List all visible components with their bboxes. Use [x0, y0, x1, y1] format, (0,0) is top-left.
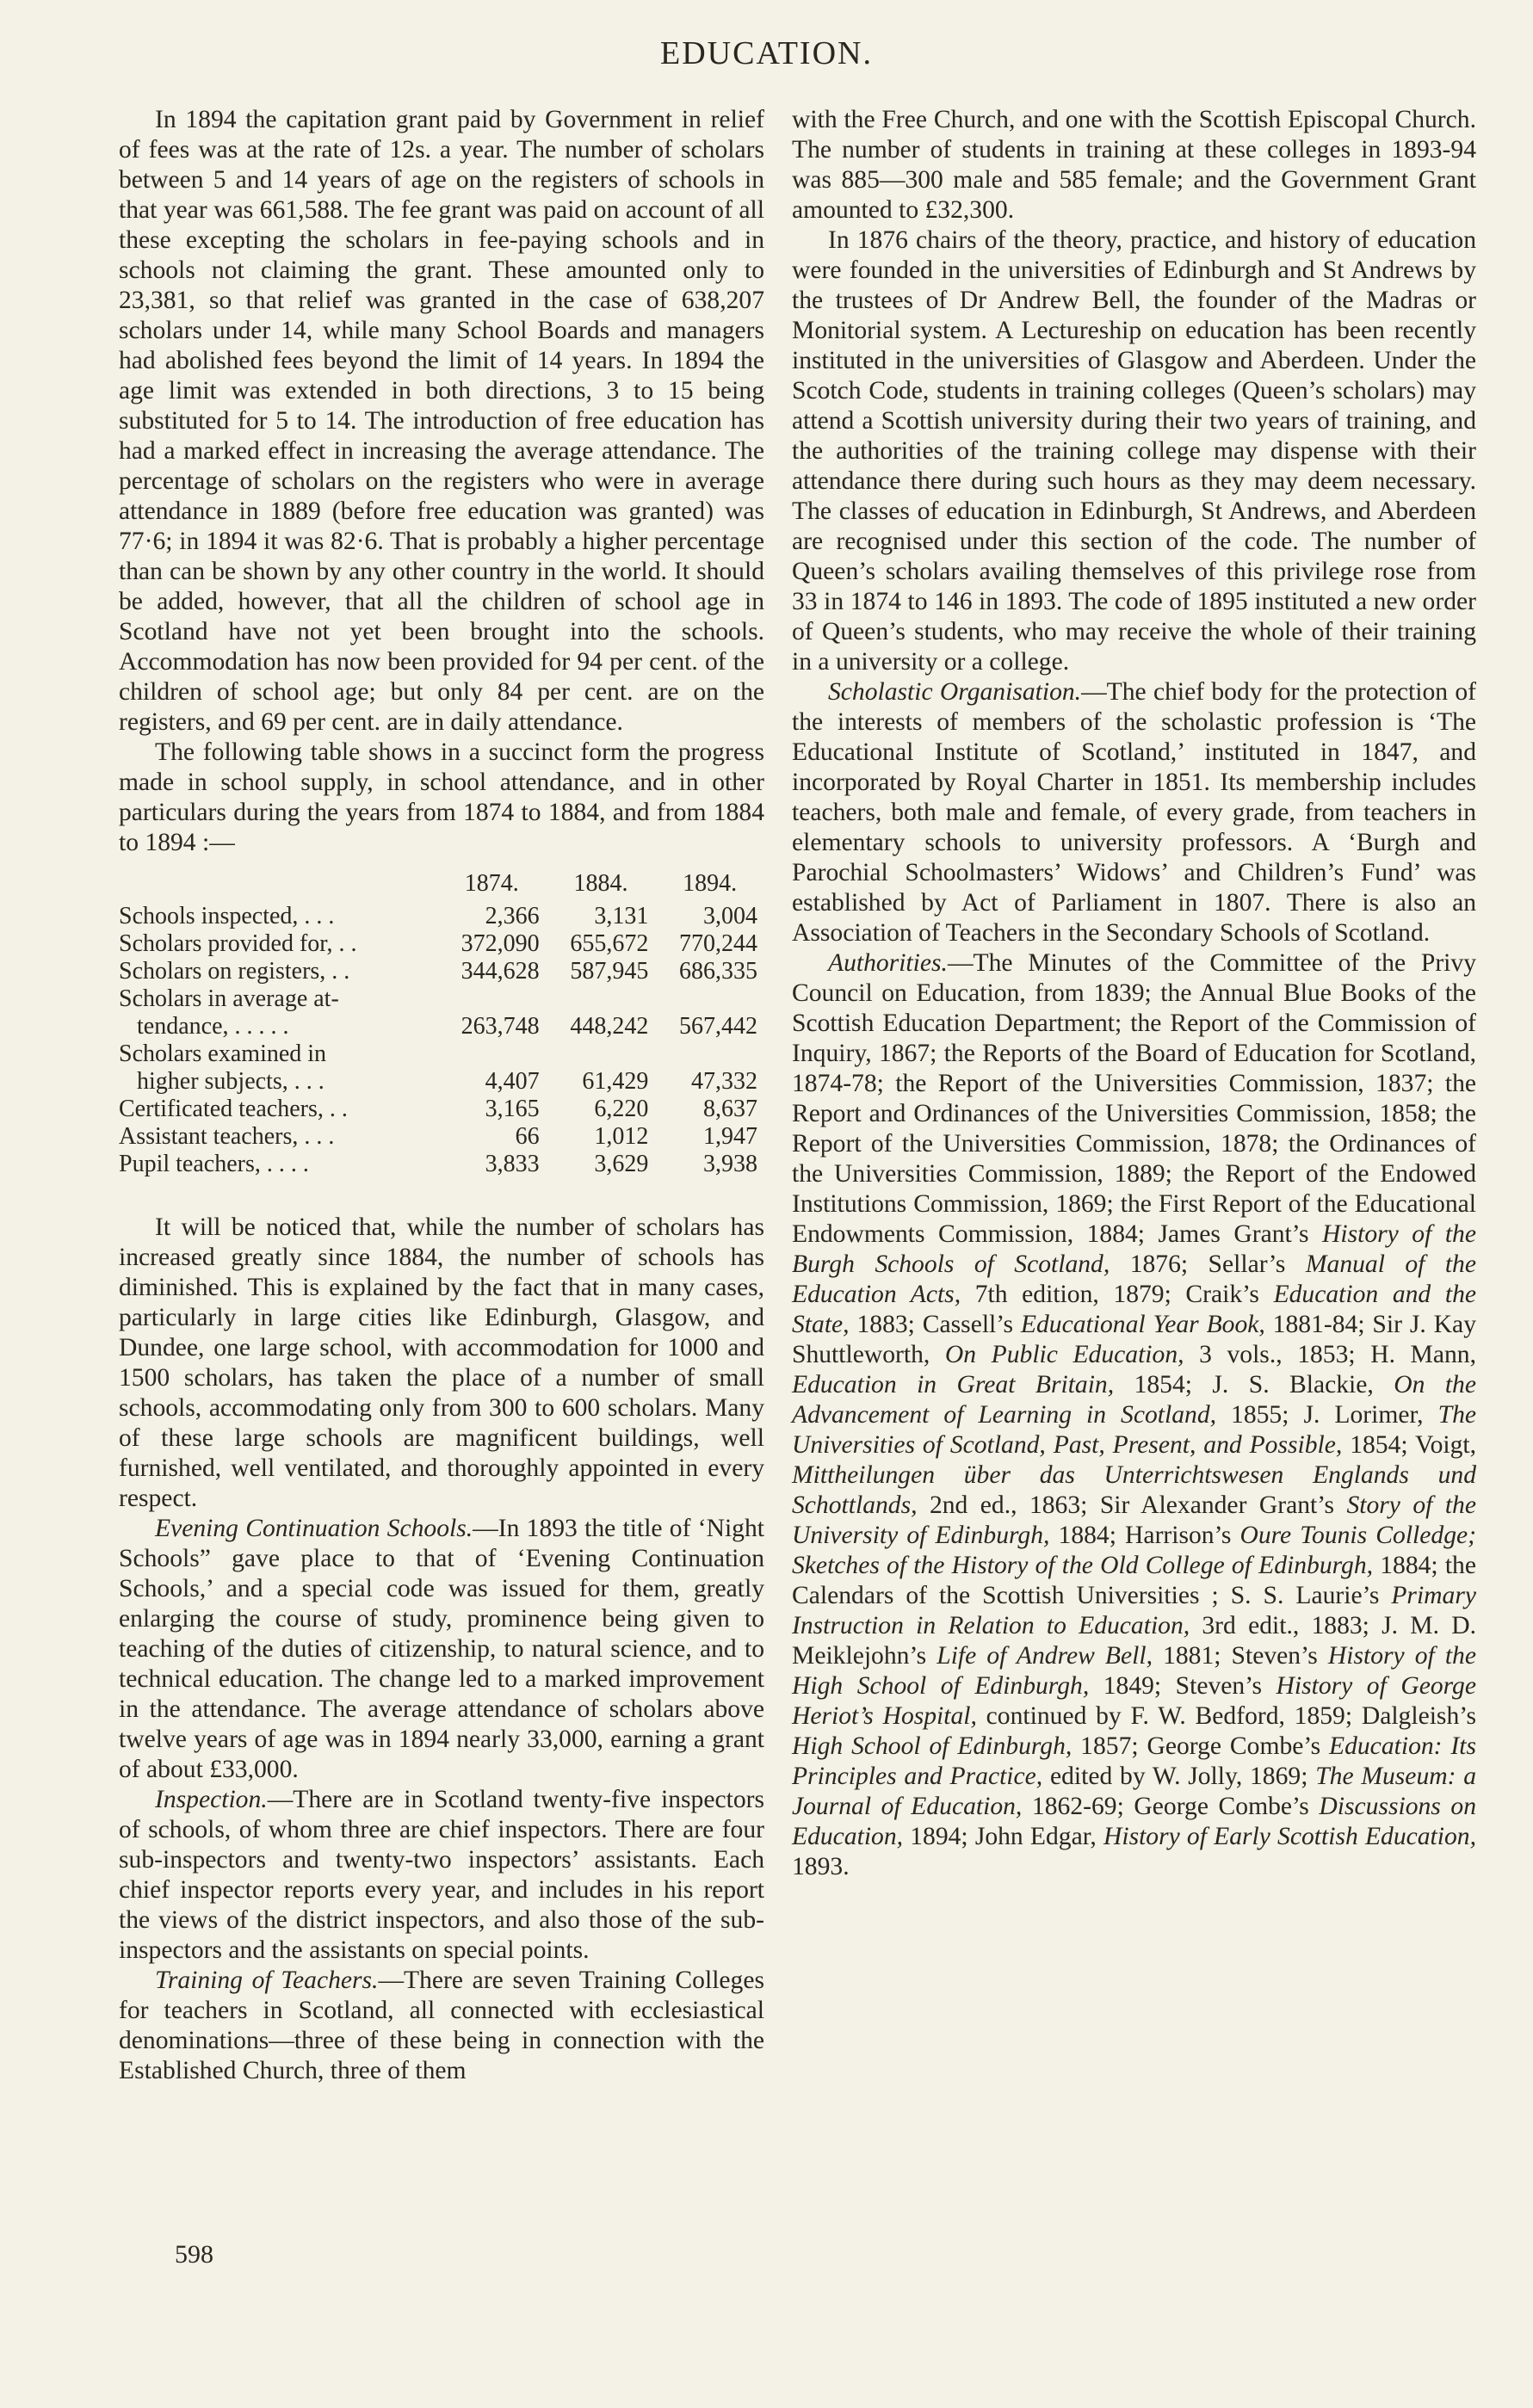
authorities-text: 1854; J. S. Blackie, — [1114, 1371, 1394, 1398]
table-header-blank — [119, 867, 437, 903]
statistics-table — [119, 867, 764, 1178]
book-title: Discussions on Education, — [792, 1793, 1476, 1850]
book-title: History of George Heriot’s Hospital, — [792, 1672, 1476, 1730]
cell-value: 66 — [515, 1123, 540, 1150]
authorities-text: 1881-84; Sir J. Kay Shuttleworth, — [792, 1311, 1476, 1368]
authorities-text: 1884; the Calendars of the Scottish Universities ; S. S. Laurie’s — [792, 1552, 1476, 1609]
table-row — [119, 958, 764, 985]
book-title: Story of the University of Edinburgh, — [792, 1491, 1476, 1549]
book-title: History of Early Scottish Education, — [1103, 1823, 1476, 1850]
cell-value: 61,429 — [582, 1068, 649, 1095]
cell-value: 3,629 — [594, 1151, 649, 1177]
book-title: Educational Year Book, — [1020, 1311, 1265, 1338]
cell-value: 567,442 — [679, 1013, 757, 1040]
row-label: Pupil teachers, . . . . — [119, 1151, 309, 1177]
cell-value — [437, 1040, 547, 1068]
table-row — [119, 1068, 764, 1096]
cell-value: 3,938 — [703, 1151, 757, 1177]
cell-value: 8,637 — [703, 1096, 757, 1122]
table-row — [119, 985, 764, 1013]
book-title: Life of Andrew Bell, — [936, 1642, 1153, 1670]
paragraph-training-of-teachers — [119, 1966, 764, 2086]
book-title: The Universities of Scotland, Past, Present, and Possible, — [792, 1401, 1476, 1459]
book-title: On the Advancement of Learning in Scotland, — [792, 1371, 1476, 1429]
authorities-text: continued by F. W. Bedford, 1859; Dalgleish’s — [976, 1702, 1476, 1730]
cell-value: 3,165 — [485, 1096, 540, 1122]
section-heading-inspection: Inspection. — [155, 1786, 268, 1813]
section-heading-authorities: Authorities. — [828, 949, 948, 977]
row-label: Certificated teachers, . . — [119, 1096, 348, 1122]
paragraph-capitation-grant: In 1894 the capitation grant paid by Government in relief of fees was at the rate of 12s. a year. The number of scholars between 5 and 14 years of age on the registers of schools in that year was 661,588. The fee grant was paid on account of all these excepting the scholars in fee-paying schools and in schools not claiming the grant. These amounted only to 23,381, so that relief was granted in the case of 638,207 scholars under 14, while many School Boards and managers had abolished fees beyond the limit of 14 years. In 1894 the age limit was extended in both directions, 3 to 15 being substituted for 5 to 14. The introduction of free education has had a marked effect in increasing the average attendance. The percentage of scholars on the registers who were in average attendance in 1889 (before free education was granted) was 77·6; in 1894 it was 82·6. That is probably a higher percentage than can be shown by any other country in the world. It should be added, however, that all the children of school age in Scotland have not yet been brought into the schools. Accommodation has now been provided for 94 per cent. of the children of school age; but only 84 per cent. are on the registers, and 69 per cent. are in daily attendance. — [119, 106, 764, 736]
book-title: Education and the State, — [792, 1281, 1477, 1338]
cell-value: 344,628 — [461, 958, 540, 985]
cell-value: 4,407 — [485, 1068, 540, 1095]
row-label: Scholars provided for, . . — [119, 930, 357, 957]
page-title: EDUCATION. — [660, 35, 873, 71]
authorities-text: 1883; Cassell’s — [849, 1311, 1021, 1338]
section-heading-scholastic-organisation: Scholastic Organisation. — [828, 678, 1082, 706]
book-title: History of the High School of Edinburgh, — [792, 1642, 1476, 1700]
cell-value: 770,244 — [679, 930, 757, 957]
cell-value — [655, 985, 764, 1013]
paragraph-training-continued: with the Free Church, and one with the Scottish Episcopal Church. The number of students in training at these colleges in 1893-94 was 885—300 male and 585 female; and the Government Grant amounted to £32,300. — [792, 106, 1476, 224]
authorities-text: 1855; J. Lorimer, — [1216, 1401, 1438, 1429]
cell-value: 448,242 — [570, 1013, 649, 1040]
cell-value: 3,004 — [703, 903, 757, 929]
cell-value: 6,220 — [594, 1096, 649, 1122]
book-title: On Public Education, — [944, 1341, 1184, 1368]
authorities-text: 1857; George Combe’s — [1072, 1732, 1330, 1760]
cell-value: 372,090 — [461, 930, 540, 957]
row-label: Scholars in average at- — [119, 985, 339, 1012]
paragraph-chairs-of-education: In 1876 chairs of the theory, practice, and history of education were founded in the universities of Edinburgh and St Andrews by the trustees of Dr Andrew Bell, the founder of the Madras or Monitorial system. A Lectureship on education has been recently instituted in the universities of Glasgow and Aberdeen. Under the Scotch Code, students in training colleges (Queen’s scholars) may attend a Scottish university during their two years of training, and the authorities of the training college may dispense with their attendance there during such hours as they may deem necessary. The classes of education in Edinburgh, St Andrews, and Aberdeen are recognised under this section of the code. The number of Queen’s scholars availing themselves of this privilege rose from 33 in 1874 to 146 in 1893. The code of 1895 instituted a new order of Queen’s students, who may receive the whole of their training in a university or a college. — [792, 226, 1476, 676]
cell-value: 587,945 — [570, 958, 649, 985]
cell-value — [547, 1040, 656, 1068]
book-title: Mittheilungen über das Unterrichtswesen Englands und Schottlands, — [792, 1461, 1476, 1519]
page-number: 598 — [175, 2240, 213, 2269]
table-row — [119, 1013, 764, 1040]
cell-value: 2,366 — [485, 903, 540, 929]
section-heading-training: Training of Teachers. — [155, 1967, 379, 1994]
cell-value: 263,748 — [461, 1013, 540, 1040]
left-column — [119, 105, 764, 2086]
table-row — [119, 903, 764, 930]
cell-value: 1,012 — [594, 1123, 649, 1150]
paragraph-evening-schools — [119, 1514, 764, 1785]
authorities-text: 7th edition, 1879; Craik’s — [961, 1281, 1274, 1308]
row-label: Schools inspected, . . . — [119, 903, 335, 929]
authorities-text: 3 vols., 1853; H. Mann, — [1184, 1341, 1476, 1368]
section-heading-evening-schools: Evening Continuation Schools. — [155, 1515, 473, 1542]
paragraph-scholastic-organisation — [792, 677, 1476, 948]
table-header-1894: 1894. — [683, 870, 738, 897]
cell-value — [547, 985, 656, 1013]
cell-value — [655, 1040, 764, 1068]
table-header-row — [119, 867, 764, 903]
cell-value: 47,332 — [691, 1068, 757, 1095]
authorities-text: 1849; Steven’s — [1089, 1672, 1276, 1700]
row-label: higher subjects, . . . — [119, 1068, 325, 1095]
book-title: High School of Edinburgh, — [792, 1732, 1072, 1760]
authorities-text: 1876; Sellar’s — [1110, 1250, 1306, 1278]
authorities-text: 1893. — [792, 1853, 850, 1880]
paragraph-inspection — [119, 1785, 764, 1966]
paragraph-schools-diminished: It will be noticed that, while the number of scholars has increased greatly since 1884, the number of schools has diminished. This is explained by the fact that in many cases, particularly in large cities like Edinburgh, Glasgow, and Dundee, one large school, with accommodation for 1000 and 1500 scholars, has taken the place of a number of small schools, accommodating only from 300 to 600 scholars. Many of these large schools are magnificent buildings, well furnished, well ventilated, and thoroughly appointed in every respect. — [119, 1213, 764, 1512]
book-title: Oure Tounis Colledge; Sketches of the History of the Old College of Edinburgh, — [792, 1522, 1476, 1579]
authorities-text: 3rd edit., 1883; J. M. D. Meiklejohn’s — [792, 1612, 1476, 1670]
book-title: Manual of the Education Acts, — [792, 1250, 1476, 1308]
cell-value: 3,833 — [485, 1151, 540, 1177]
paragraph-authorities — [792, 948, 1476, 1882]
book-title: The Museum: a Journal of Education, — [792, 1763, 1477, 1820]
row-label: tendance, . . . . . — [119, 1013, 289, 1040]
cell-value: 3,131 — [594, 903, 649, 929]
book-title: Education in Great Britain, — [792, 1371, 1115, 1398]
table-row — [119, 1123, 764, 1151]
row-label: Scholars on registers, . . — [119, 958, 350, 985]
cell-value — [437, 985, 547, 1013]
scholastic-organisation-text: —The chief body for the protection of the interests of members of the scholastic profession is ‘The Educational Institute of Scotland,’ instituted in 1847, and incorporated by Royal Charter in 1851. Its membership includes teachers, both male and female, of every grade, from teachers in elementary schools to university professors. A ‘Burgh and Parochial Schoolmasters’ Widows’ and Children’s Fund’ was established by Act of Parliament in 1807. There is also an Association of Teachers in the Secondary Schools of Scotland. — [792, 678, 1476, 947]
cell-value: 655,672 — [570, 930, 649, 957]
cell-value: 1,947 — [703, 1123, 757, 1150]
paragraph-table-intro: The following table shows in a succinct form the progress made in school supply, in school attendance, and in other particulars during the years from 1874 to 1884, and from 1884 to 1894 :— — [119, 738, 764, 856]
book-title: Education: Its Principles and Practice, — [792, 1732, 1476, 1790]
cell-value: 686,335 — [679, 958, 757, 985]
training-text: —There are seven Training Colleges for teachers in Scotland, all connected with ecclesiastical denominations—three of these being in connection with the Established Church, three of them — [119, 1967, 764, 2084]
inspection-text: —There are in Scotland twenty-five inspectors of schools, of whom three are chief inspectors. There are four sub-inspectors and twenty-two inspectors’ assistants. Each chief inspector reports every year, and includes in his report the views of the district inspectors, and also those of the sub-inspectors and the assistants on special points. — [119, 1786, 764, 1964]
right-column — [792, 105, 1476, 1882]
table-header-1874: 1874. — [464, 870, 519, 897]
table-header-1884: 1884. — [573, 870, 628, 897]
book-title: History of the Burgh Schools of Scotland, — [792, 1220, 1476, 1278]
authorities-text: 1884; Harrison’s — [1049, 1522, 1240, 1549]
row-label: Assistant teachers, . . . — [119, 1123, 335, 1150]
authorities-text: 1854; Voigt, — [1342, 1431, 1477, 1459]
table-row — [119, 1040, 764, 1068]
authorities-text: 1862-69; George Combe’s — [1022, 1793, 1320, 1820]
book-title: Primary Instruction in Relation to Education, — [792, 1582, 1476, 1639]
authorities-text: 1894; John Edgar, — [903, 1823, 1103, 1850]
table-row — [119, 930, 764, 958]
evening-schools-text: —In 1893 the title of ‘Night Schools” gave place to that of ‘Evening Continuation Schools,’ and a special code was issued for them, greatly enlarging the course of study, prominence being given to teaching of the duties of citizenship, to natural science, and to technical education. The change led to a marked improvement in the attendance. The average attendance of scholars above twelve years of age was in 1894 nearly 33,000, earning a grant of about £33,000. — [119, 1515, 764, 1783]
authorities-text: 2nd ed., 1863; Sir Alexander Grant’s — [917, 1491, 1347, 1519]
authorities-text: —The Minutes of the Committee of the Privy Council on Education, from 1839; the Annual Blue Books of the Scottish Education Department; the Report of the Commission of Inquiry, 1867; the Reports of the Board of Education for Scotland, 1874-78; the Report of the Universities Commission, 1837; the Report and Ordinances of the Universities Commission, 1858; the Report of the Universities Commission, 1878; the Ordinances of the Universities Commission, 1889; the Report of the Endowed Institutions Commission, 1869; the First Report of the Educational Endowments Commission, 1884; James Grant’s — [792, 949, 1476, 1248]
row-label: Scholars examined in — [119, 1040, 327, 1067]
authorities-text: edited by W. Jolly, 1869; — [1042, 1763, 1316, 1790]
table-row — [119, 1096, 764, 1123]
table-row — [119, 1151, 764, 1178]
authorities-text: 1881; Steven’s — [1153, 1642, 1328, 1670]
